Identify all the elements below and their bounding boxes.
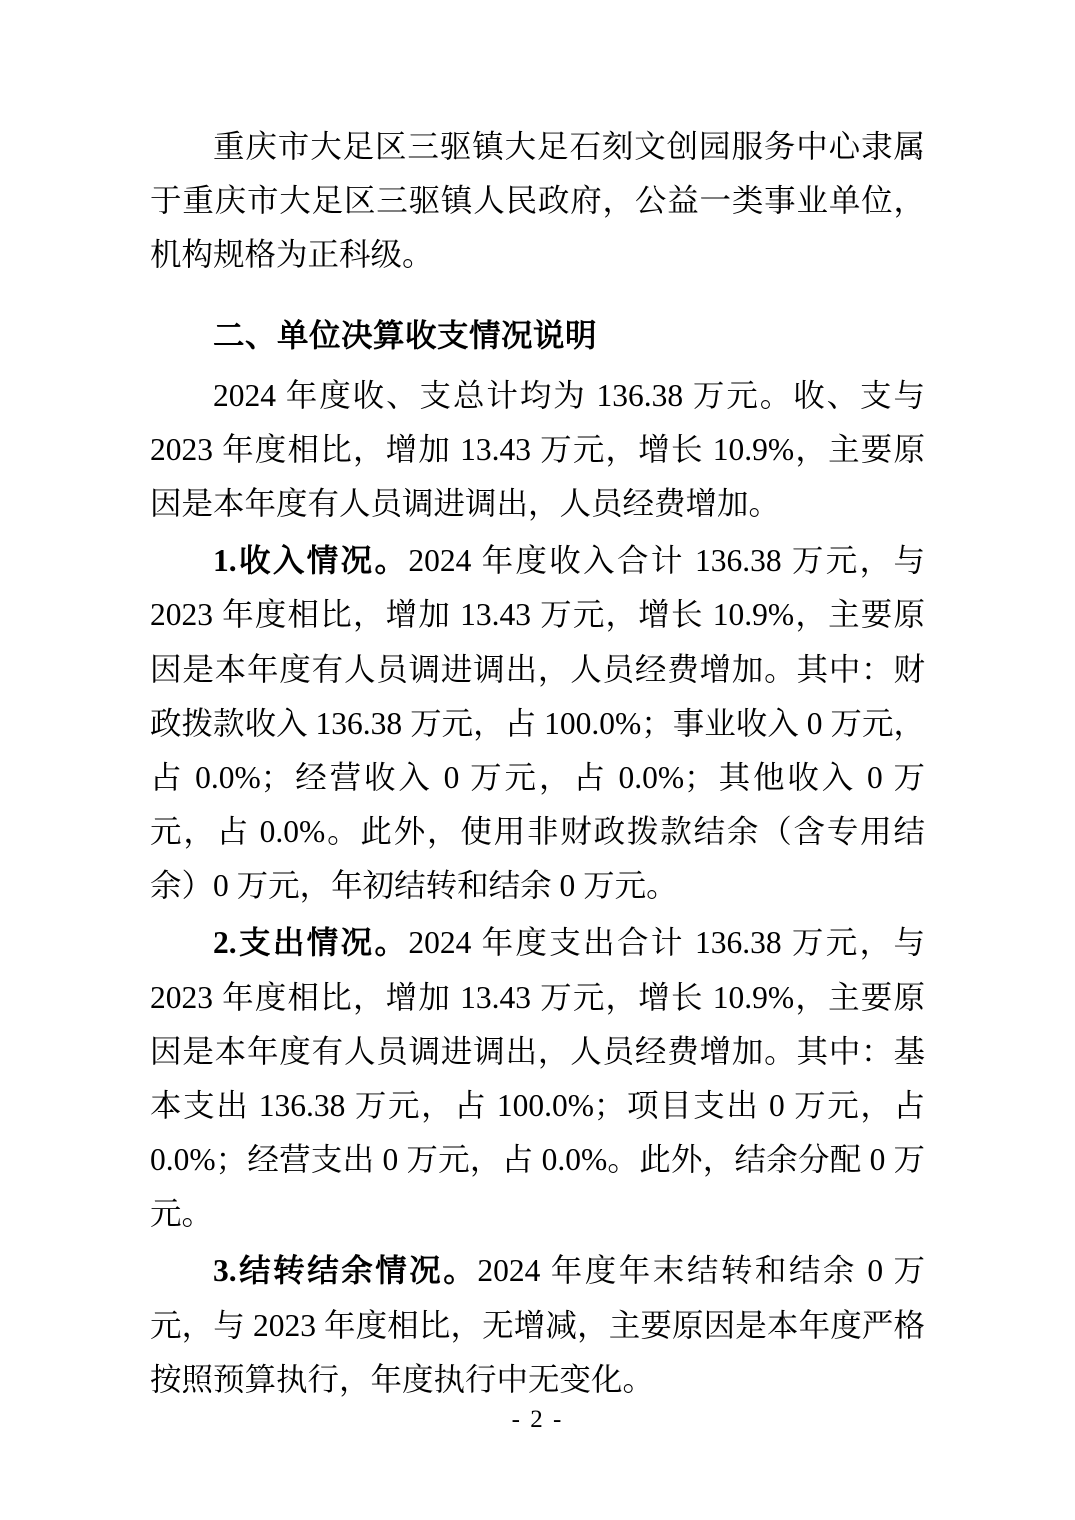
document-body bbox=[150, 120, 925, 1407]
section-heading-two: 二、单位决算收支情况说明 bbox=[213, 317, 598, 353]
paragraph-expenditure-situation bbox=[150, 916, 925, 1241]
page-number: - 2 - bbox=[511, 1406, 564, 1433]
paragraph-income-text: 2024 年度收入合计 136.38 万元，与 2023 年度相比，增加 13.43 万元，增长 10.9%，主要原因是本年度有人员调进调出，人员经费增加。其中：财政拨款收入 136.38 万元，占 100.0%；事业收入 0 万元，占 0.0%；经营收入 0 万元，占 0.0%；其他收入 0 万元，占 0.0%。此外，使用非财政拨款结余（含专用结余）0 万元，年初结转和结余 0 万元。 bbox=[150, 543, 925, 904]
paragraph-income-situation bbox=[150, 534, 925, 913]
paragraph-carryover-text: 2024 年度年末结转和结余 0 万元，与 2023 年度相比，无增减，主要原因是本年度严格按照预算执行，年度执行中无变化。 bbox=[150, 1253, 925, 1397]
paragraph-expenditure-text: 2024 年度支出合计 136.38 万元，与 2023 年度相比，增加 13.43 万元，增长 10.9%，主要原因是本年度有人员调进调出，人员经费增加。其中：基本支出 136.38 万元，占 100.0%；项目支出 0 万元，占 0.0%；经营支出 0 万元，占 0.0%。此外，结余分配 0 万元。 bbox=[150, 925, 925, 1232]
paragraph-intro: 重庆市大足区三驱镇大足石刻文创园服务中心隶属于重庆市大足区三驱镇人民政府，公益一类事业单位，机构规格为正科级。 bbox=[150, 129, 925, 273]
paragraph-carryover-situation bbox=[150, 1244, 925, 1407]
paragraph-income-lead: 1.收入情况。 bbox=[213, 543, 409, 579]
paragraph-expenditure-lead: 2.支出情况。 bbox=[213, 925, 409, 961]
paragraph-carryover-lead: 3.结转结余情况。 bbox=[213, 1253, 478, 1289]
paragraph-total-revenue-expenditure: 2024 年度收、支总计均为 136.38 万元。收、支与 2023 年度相比，增加 13.43 万元，增长 10.9%，主要原因是本年度有人员调进调出，人员经费增加。 bbox=[150, 377, 925, 522]
